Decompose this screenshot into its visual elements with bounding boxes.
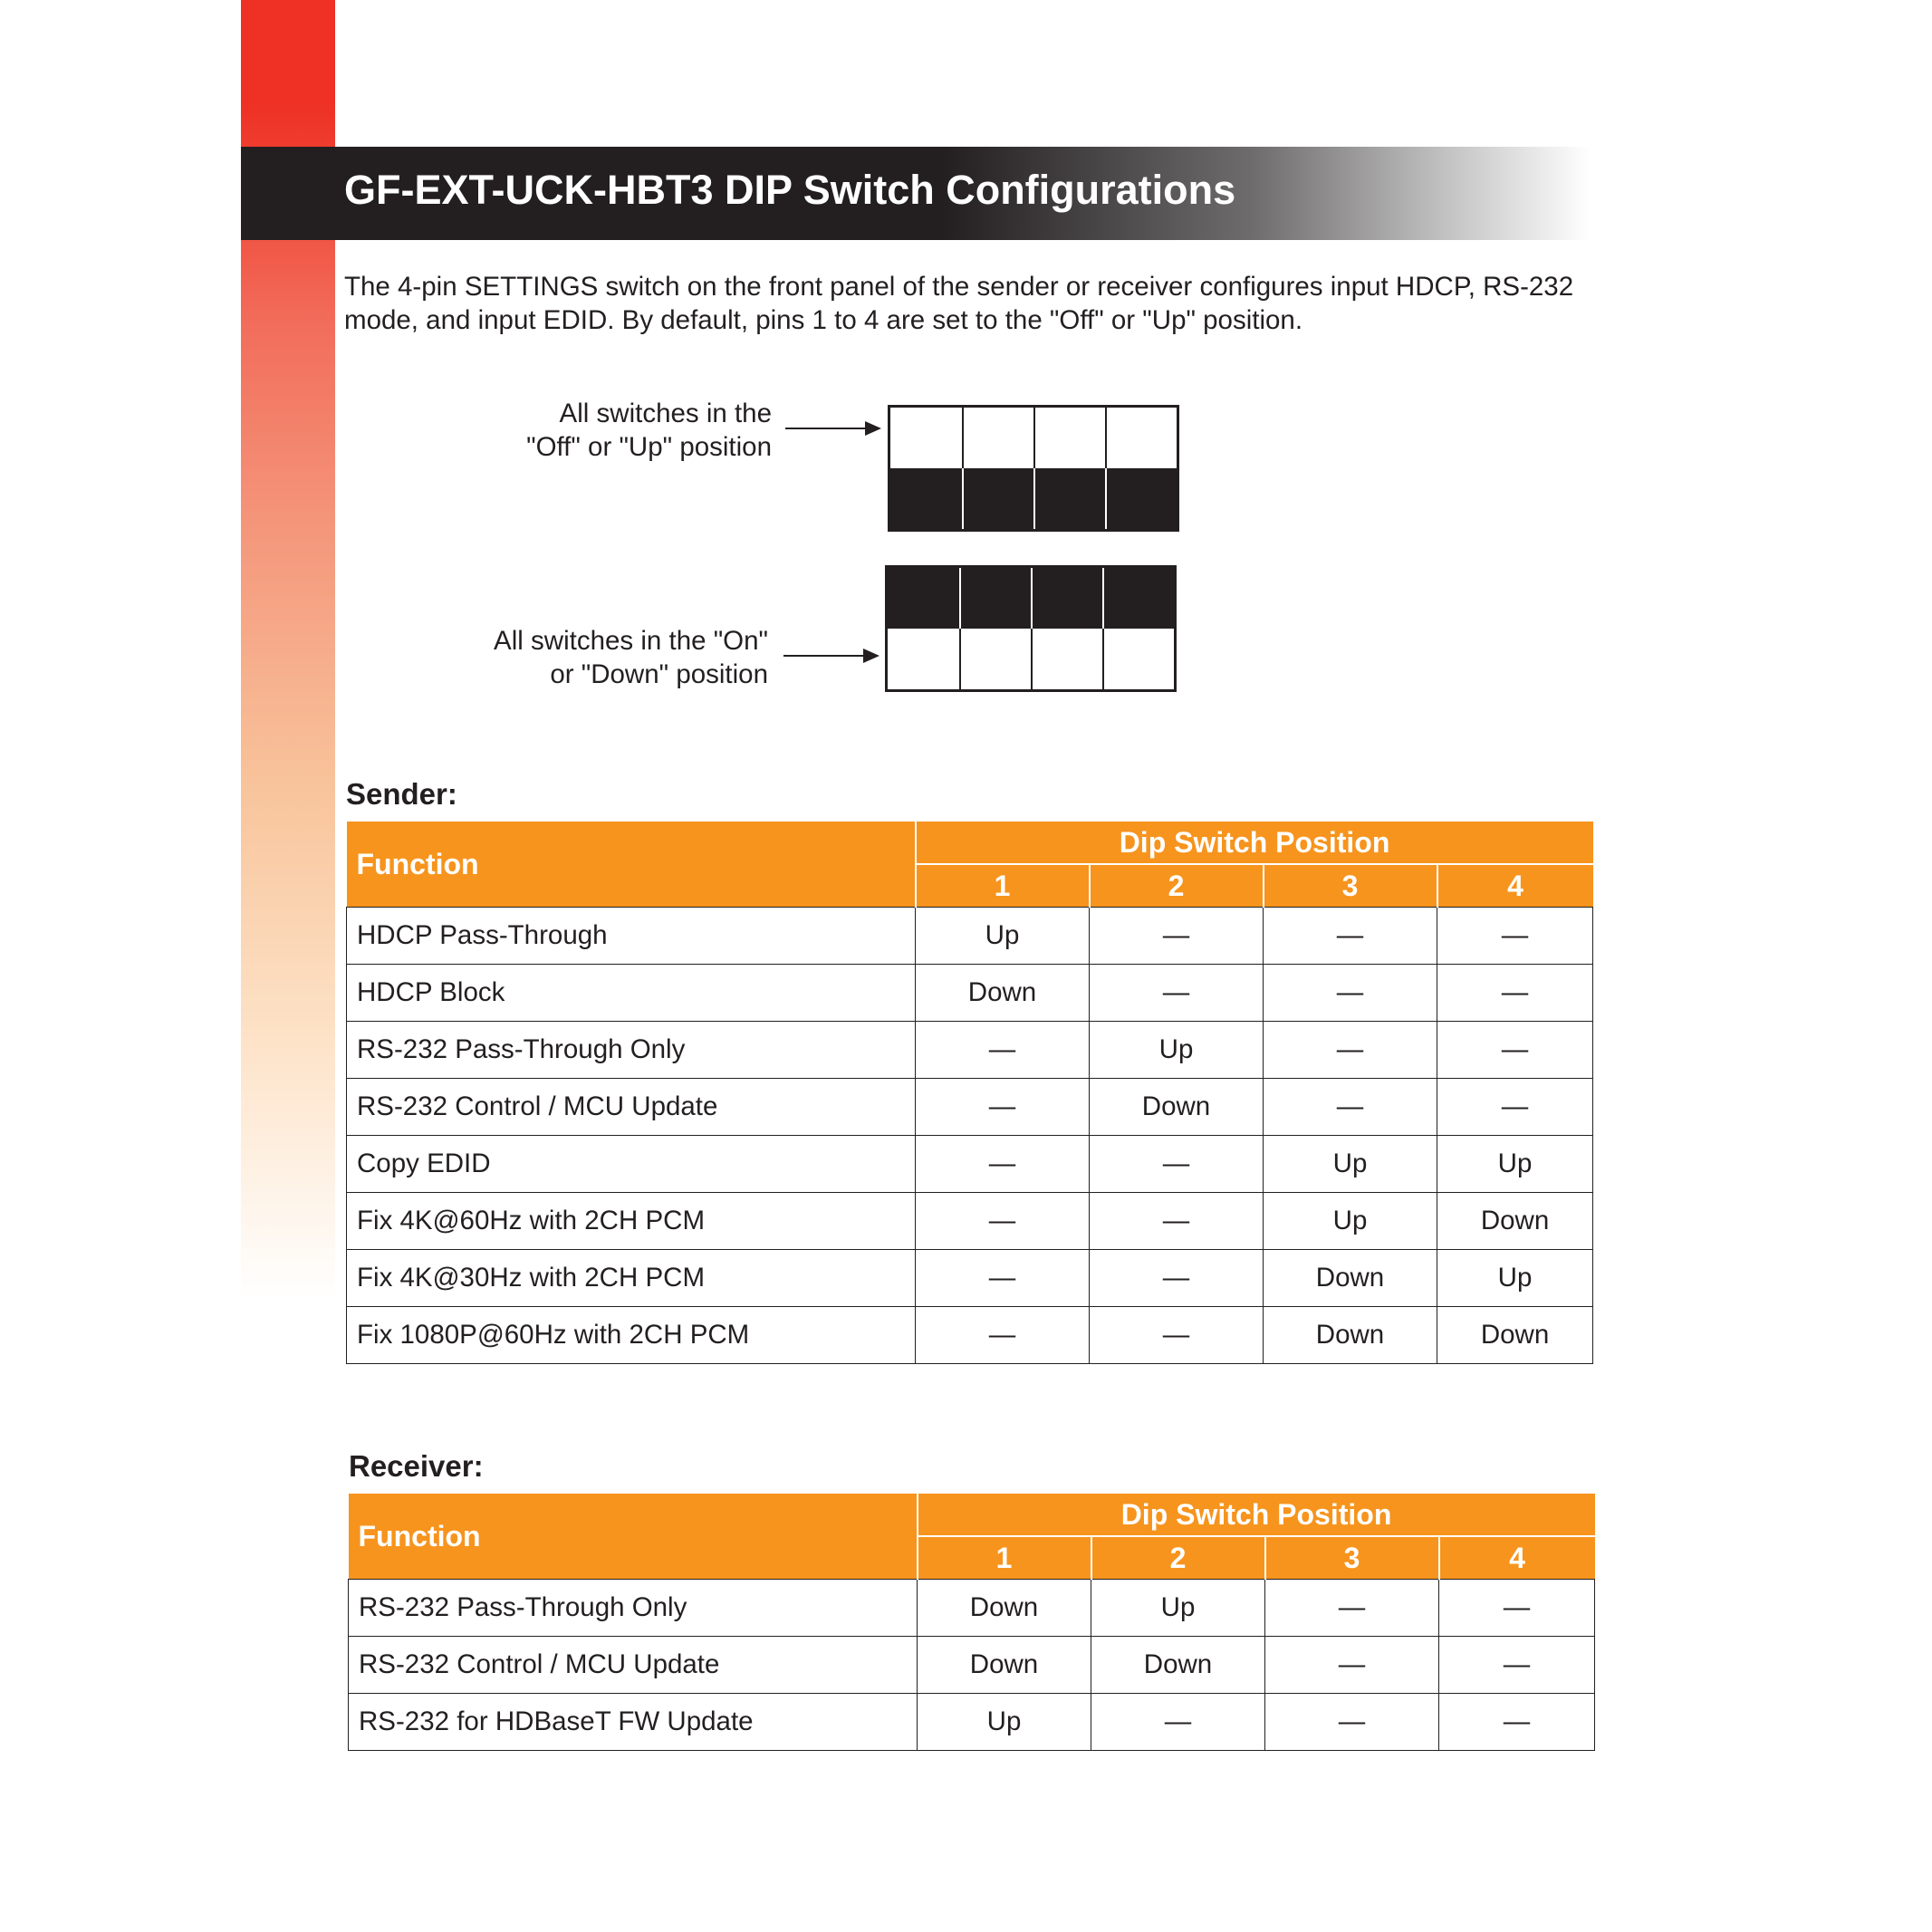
position-cell: Up [1264, 1136, 1437, 1193]
function-cell: RS-232 Pass-Through Only [347, 1022, 916, 1079]
position-cell: — [1265, 1580, 1439, 1637]
table-row [349, 1637, 1595, 1694]
position-cell: Down [918, 1637, 1091, 1694]
position-cell: — [1091, 1694, 1265, 1751]
position-cell: Down [918, 1580, 1091, 1637]
position-cell: — [1437, 1079, 1593, 1136]
position-cell: Down [1264, 1250, 1437, 1307]
table-row [347, 1193, 1593, 1250]
position-cell: — [1437, 965, 1593, 1022]
position-cell: — [1439, 1580, 1595, 1637]
table-row [347, 908, 1593, 965]
receiver-position-4-header: 4 [1439, 1536, 1595, 1580]
function-cell: RS-232 for HDBaseT FW Update [349, 1694, 918, 1751]
on-down-label [370, 624, 768, 691]
function-cell: Copy EDID [347, 1136, 916, 1193]
table-row [347, 965, 1593, 1022]
position-cell: — [1090, 1307, 1264, 1364]
sender-function-header: Function [347, 822, 916, 908]
receiver-position-1-header: 1 [918, 1536, 1091, 1580]
table-row [347, 1136, 1593, 1193]
function-cell: HDCP Block [347, 965, 916, 1022]
table-row [347, 1307, 1593, 1364]
position-cell: — [1439, 1694, 1595, 1751]
function-cell: RS-232 Pass-Through Only [349, 1580, 918, 1637]
function-cell: RS-232 Control / MCU Update [347, 1079, 916, 1136]
table-row [347, 1022, 1593, 1079]
on-down-label-line1: All switches in the "On" [494, 626, 768, 656]
position-cell: Up [1437, 1250, 1593, 1307]
position-cell: — [1264, 908, 1437, 965]
position-cell: — [1264, 1022, 1437, 1079]
position-cell: — [916, 1136, 1090, 1193]
dip-switch-off-up-diagram [888, 405, 1179, 532]
position-cell: — [1437, 1022, 1593, 1079]
off-up-label-line2: "Off" or "Up" position [526, 432, 772, 462]
receiver-table [348, 1494, 1595, 1751]
sender-section-title: Sender: [346, 777, 457, 811]
position-cell: — [1265, 1694, 1439, 1751]
position-cell: — [916, 1307, 1090, 1364]
position-cell: — [1264, 1079, 1437, 1136]
on-down-arrow-icon [783, 655, 878, 657]
position-cell: — [1264, 965, 1437, 1022]
position-cell: Down [916, 965, 1090, 1022]
position-cell: — [916, 1022, 1090, 1079]
position-cell: Up [918, 1694, 1091, 1751]
position-cell: — [1265, 1637, 1439, 1694]
on-down-label-line2: or "Down" position [550, 659, 768, 689]
position-cell: — [1090, 1250, 1264, 1307]
page-title: GF-EXT-UCK-HBT3 DIP Switch Configurations [344, 167, 1236, 213]
position-cell: — [916, 1079, 1090, 1136]
function-cell: Fix 4K@30Hz with 2CH PCM [347, 1250, 916, 1307]
function-cell: Fix 4K@60Hz with 2CH PCM [347, 1193, 916, 1250]
sender-position-1-header: 1 [916, 864, 1090, 908]
position-cell: — [1090, 908, 1264, 965]
table-row [349, 1694, 1595, 1751]
sender-position-4-header: 4 [1437, 864, 1593, 908]
function-cell: HDCP Pass-Through [347, 908, 916, 965]
off-up-label-line1: All switches in the [559, 399, 772, 428]
receiver-function-header: Function [349, 1494, 918, 1580]
function-cell: RS-232 Control / MCU Update [349, 1637, 918, 1694]
intro-paragraph: The 4-pin SETTINGS switch on the front panel of the sender or receiver configures input HDCP, RS-232 mode, and input EDID. By default, pins 1 to 4 are set to the "Off" or "Up" position. [344, 272, 1574, 335]
position-cell: — [1090, 1193, 1264, 1250]
receiver-dip-position-header: Dip Switch Position [918, 1494, 1595, 1536]
sender-dip-position-header: Dip Switch Position [916, 822, 1593, 864]
position-cell: Down [1091, 1637, 1265, 1694]
position-cell: Down [1090, 1079, 1264, 1136]
position-cell: — [916, 1250, 1090, 1307]
position-cell: — [1439, 1637, 1595, 1694]
sender-table [346, 822, 1593, 1364]
table-row [347, 1250, 1593, 1307]
position-cell: Down [1437, 1307, 1593, 1364]
position-cell: Down [1437, 1193, 1593, 1250]
position-cell: — [1090, 965, 1264, 1022]
position-cell: Up [1091, 1580, 1265, 1637]
function-cell: Fix 1080P@60Hz with 2CH PCM [347, 1307, 916, 1364]
off-up-label [373, 397, 772, 464]
table-row [349, 1580, 1595, 1637]
title-band [241, 147, 1591, 240]
receiver-position-3-header: 3 [1265, 1536, 1439, 1580]
receiver-position-2-header: 2 [1091, 1536, 1265, 1580]
position-cell: — [1437, 908, 1593, 965]
position-cell: Down [1264, 1307, 1437, 1364]
position-cell: Up [916, 908, 1090, 965]
sender-position-2-header: 2 [1090, 864, 1264, 908]
sender-position-3-header: 3 [1264, 864, 1437, 908]
position-cell: Up [1437, 1136, 1593, 1193]
off-up-arrow-icon [785, 428, 879, 429]
position-cell: — [1090, 1136, 1264, 1193]
dip-switch-on-down-diagram [885, 565, 1177, 692]
table-row [347, 1079, 1593, 1136]
position-cell: Up [1264, 1193, 1437, 1250]
receiver-section-title: Receiver: [349, 1449, 484, 1483]
position-cell: — [916, 1193, 1090, 1250]
position-cell: Up [1090, 1022, 1264, 1079]
